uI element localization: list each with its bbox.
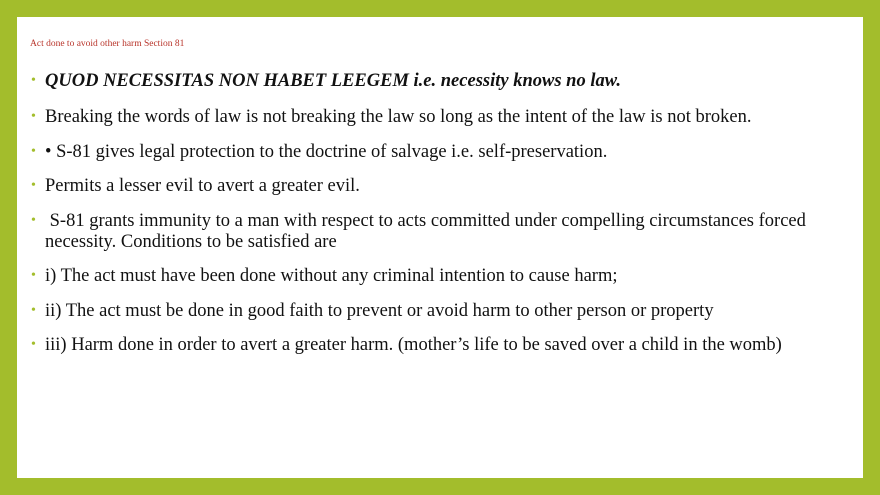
bullet-item <box>30 176 849 197</box>
bullet-marker-icon: • <box>31 73 36 88</box>
bullet-text: QUOD NECESSITAS NON HABET LEEGEM i.e. necessity knows no law. <box>45 71 621 91</box>
bullet-item <box>30 211 849 253</box>
bullet-marker-icon: • <box>31 109 36 124</box>
bullet-text: • S-81 gives legal protection to the doctrine of salvage i.e. self-preservation. <box>45 141 608 162</box>
bullet-item <box>30 266 849 287</box>
bullet-text: Permits a lesser evil to avert a greater evil. <box>45 176 360 196</box>
bullet-item <box>30 71 849 92</box>
bullet-marker-icon: • <box>31 178 36 193</box>
bullet-item <box>30 142 849 163</box>
bullet-text: Breaking the words of law is not breaking the law so long as the intent of the law is not broken. <box>45 107 752 127</box>
bullet-text: iii) Harm done in order to avert a greater harm. (mother’s life to be saved over a child in the womb) <box>45 335 782 355</box>
bullet-marker-icon: • <box>31 268 36 283</box>
bullet-item <box>30 301 849 322</box>
bullet-marker-icon: • <box>31 302 36 318</box>
slide-title: Act done to avoid other harm Section 81 <box>30 39 185 49</box>
bullet-marker-icon: • <box>31 337 36 352</box>
bullet-marker-icon: • <box>31 212 36 228</box>
bullet-item <box>30 335 849 356</box>
bullet-text: ii) The act must be done in good faith to prevent or avoid harm to other person or property <box>45 300 714 321</box>
bullet-list <box>30 71 849 370</box>
bullet-text: S-81 grants immunity to a man with respect to acts committed under compelling circumstances forced necessity. Conditions to be satisfied are <box>45 210 811 252</box>
slide <box>17 17 863 478</box>
bullet-item <box>30 107 849 128</box>
bullet-marker-icon: • <box>31 143 36 159</box>
bullet-text: i) The act must have been done without any criminal intention to cause harm; <box>45 266 618 286</box>
